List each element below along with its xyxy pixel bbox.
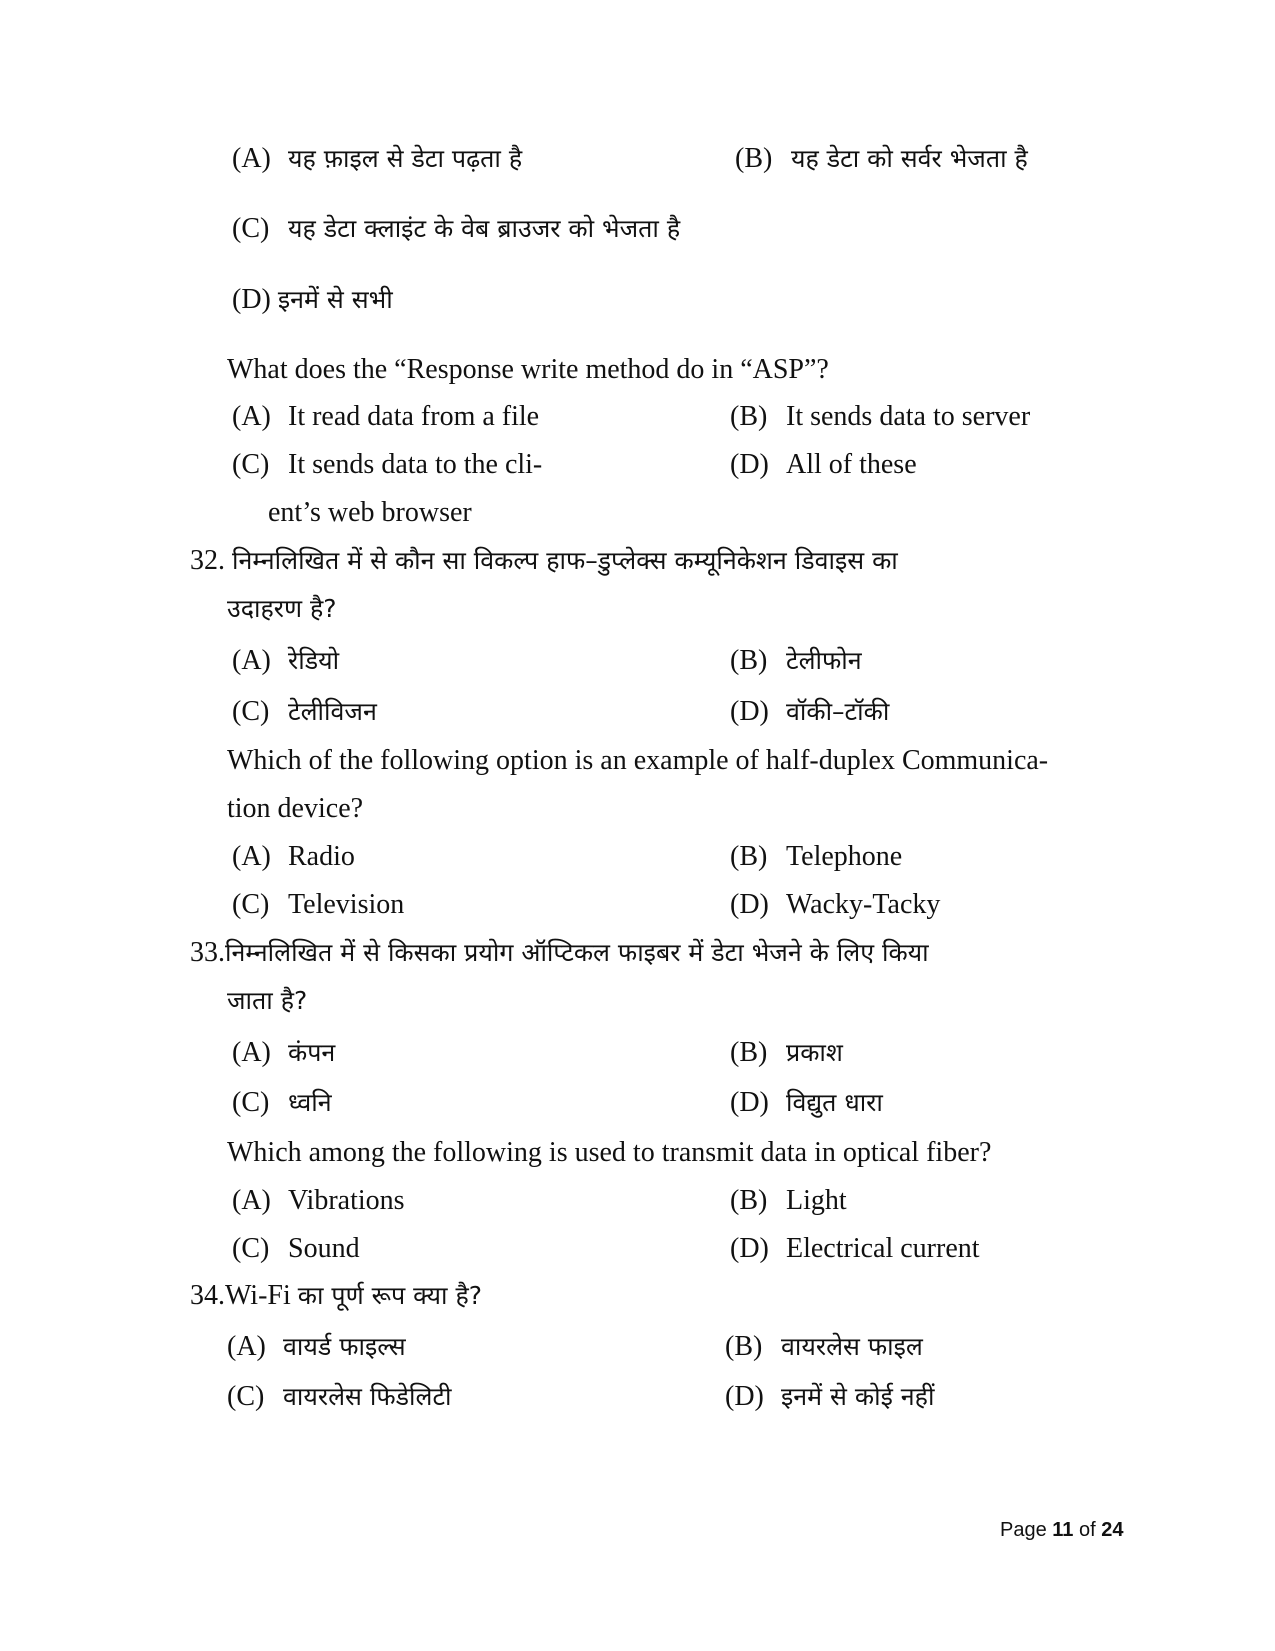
q32-hi-question-line2: उदाहरण है?: [227, 594, 337, 623]
q31-en-option-a: (A) It read data from a file: [232, 401, 540, 432]
q33-en-option-c: (C) Sound: [232, 1233, 360, 1264]
q31-en-option-c: (C) It sends data to the cli-: [232, 449, 543, 480]
q33-hi-question-line2: जाता है?: [227, 986, 308, 1015]
q32-en-option-b: (B) Telephone: [730, 841, 903, 872]
q34-option-d: (D) इनमें से कोई नहीं: [725, 1381, 935, 1412]
q33-en-option-d: (D) Electrical current: [730, 1233, 980, 1264]
page-footer: [1000, 1518, 1124, 1542]
page-total: 24: [1101, 1519, 1124, 1541]
q32-hi-option-c: (C) टेलीविजन: [232, 696, 377, 727]
page-of-word: of: [1079, 1519, 1096, 1541]
q33-hi-option-b: (B) प्रकाश: [730, 1037, 843, 1068]
page-word: Page: [1000, 1519, 1047, 1541]
q32-en-option-d: (D) Wacky-Tacky: [730, 889, 941, 920]
q31-hi-option-c: (C) यह डेटा क्लाइंट के वेब ब्राउजर को भेजता है: [232, 213, 681, 244]
q31-hi-option-b: (B) यह डेटा को सर्वर भेजता है: [735, 143, 1028, 174]
q34-question: 34.Wi-Fi का पूर्ण रूप क्या है?: [190, 1280, 483, 1311]
q32-hi-question: 32. निम्नलिखित में से कौन सा विकल्प हाफ–डुप्लेक्स कम्यूनिकेशन डिवाइस का: [190, 545, 898, 576]
q32-en-option-c: (C) Television: [232, 889, 405, 920]
q32-en-question-line1: Which of the following option is an example of half-duplex Communica-: [227, 745, 1049, 776]
q34-option-b: (B) वायरलेस फाइल: [725, 1331, 923, 1362]
page-current: 11: [1052, 1519, 1074, 1541]
q31-en-option-b: (B) It sends data to server: [730, 401, 1031, 432]
q32-hi-option-b: (B) टेलीफोन: [730, 645, 862, 676]
q32-hi-option-d: (D) वॉकी–टॉकी: [730, 696, 890, 727]
q34-option-c: (C) वायरलेस फिडेलिटी: [227, 1381, 452, 1412]
q33-hi-option-c: (C) ध्वनि: [232, 1087, 332, 1118]
q33-en-option-b: (B) Light: [730, 1185, 847, 1216]
q33-hi-option-d: (D) विद्युत धारा: [730, 1087, 883, 1118]
q34-option-a: (A) वायर्ड फाइल्स: [227, 1331, 406, 1362]
q33-en-question: Which among the following is used to transmit data in optical fiber?: [227, 1137, 992, 1168]
q31-hi-option-a: (A) यह फ़ाइल से डेटा पढ़ता है: [232, 143, 523, 174]
q32-en-option-a: (A) Radio: [232, 841, 355, 872]
q33-hi-question: 33.निम्नलिखित में से किसका प्रयोग ऑप्टिकल फाइबर में डेटा भेजने के लिए किया: [190, 937, 929, 968]
q32-en-question-line2: tion device?: [227, 793, 364, 824]
q32-hi-option-a: (A) रेडियो: [232, 645, 340, 676]
q31-en-option-c-continued: ent’s web browser: [268, 497, 472, 528]
q33-hi-option-a: (A) कंपन: [232, 1037, 336, 1068]
q31-en-option-d: (D) All of these: [730, 449, 917, 480]
q31-en-question: What does the “Response write method do in “ASP”?: [227, 354, 829, 385]
q33-en-option-a: (A) Vibrations: [232, 1185, 405, 1216]
q31-hi-option-d: (D) इनमें से सभी: [232, 284, 393, 315]
